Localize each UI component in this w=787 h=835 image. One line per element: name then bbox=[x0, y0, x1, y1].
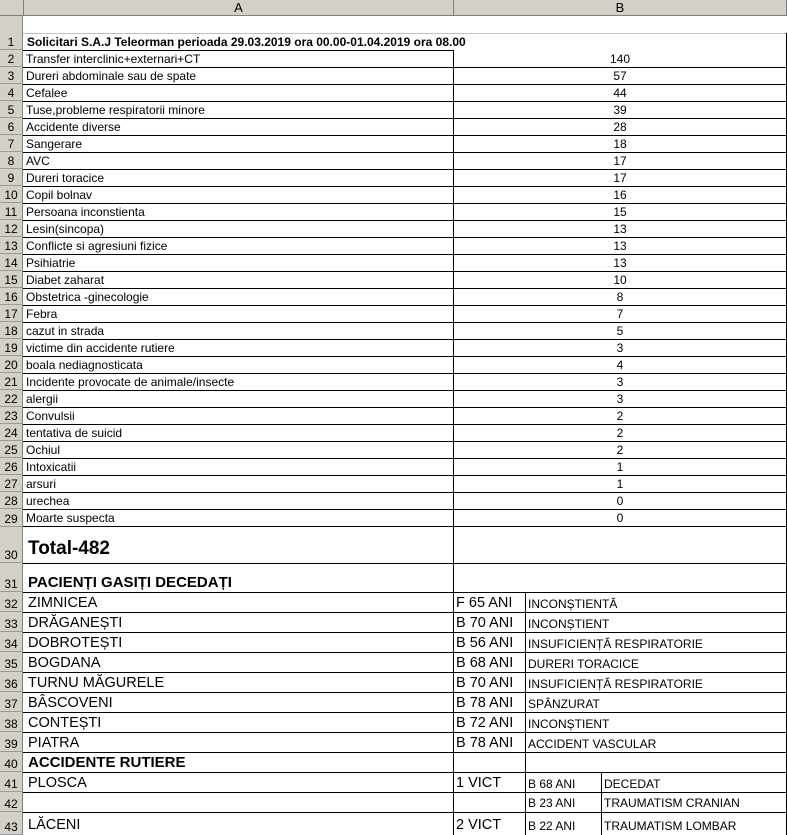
category-label[interactable]: Obstetrica -ginecologie bbox=[26, 290, 149, 304]
category-label[interactable]: Cefalee bbox=[26, 86, 68, 100]
deceased-place[interactable]: PIATRA bbox=[28, 734, 80, 751]
victim-injury[interactable]: TRAUMATISM CRANIAN bbox=[604, 795, 740, 810]
category-count[interactable]: 7 bbox=[616, 307, 624, 321]
category-label[interactable]: Tuse,probleme respiratorii minore bbox=[26, 103, 205, 117]
category-count[interactable]: 3 bbox=[616, 341, 624, 355]
category-count[interactable]: 57 bbox=[613, 69, 627, 83]
row-header[interactable]: 33 bbox=[0, 612, 23, 632]
category-count[interactable]: 13 bbox=[613, 239, 627, 253]
row-header[interactable]: 32 bbox=[0, 592, 23, 612]
category-count[interactable]: 3 bbox=[616, 375, 624, 389]
row-header[interactable]: 10 bbox=[0, 186, 23, 203]
row-header[interactable]: 16 bbox=[0, 288, 23, 305]
category-label[interactable]: Ochiul bbox=[26, 443, 61, 457]
gridline bbox=[23, 772, 787, 773]
row-header[interactable]: 2 bbox=[0, 50, 23, 67]
row-header[interactable]: 14 bbox=[0, 254, 23, 271]
deceased-place[interactable]: DOBROTEȘTI bbox=[28, 634, 123, 651]
category-label[interactable]: Transfer interclinic+externari+CT bbox=[26, 52, 201, 66]
category-count[interactable]: 5 bbox=[616, 324, 624, 338]
deceased-place[interactable]: DRĂGANEȘTI bbox=[28, 614, 123, 631]
deceased-age[interactable]: B 68 ANI bbox=[456, 654, 514, 671]
row-header[interactable]: 15 bbox=[0, 271, 23, 288]
category-count[interactable]: 39 bbox=[613, 103, 627, 117]
category-count[interactable]: 28 bbox=[613, 120, 627, 134]
deceased-note[interactable]: SPÂNZURAT bbox=[528, 696, 600, 711]
category-label[interactable]: urechea bbox=[26, 494, 70, 508]
category-label[interactable]: Dureri toracice bbox=[26, 171, 105, 185]
deceased-place[interactable]: BOGDANA bbox=[28, 654, 101, 671]
gridline bbox=[23, 812, 787, 813]
category-label[interactable]: arsuri bbox=[26, 477, 57, 491]
row-header[interactable]: 9 bbox=[0, 169, 23, 186]
row-header[interactable]: 41 bbox=[0, 772, 23, 792]
row-header[interactable]: 24 bbox=[0, 424, 23, 441]
deceased-age[interactable]: B 78 ANI bbox=[456, 734, 514, 751]
category-count[interactable]: 8 bbox=[616, 290, 624, 304]
category-count[interactable]: 1 bbox=[616, 460, 624, 474]
deceased-age[interactable]: B 72 ANI bbox=[456, 714, 514, 731]
row-header[interactable]: 8 bbox=[0, 152, 23, 169]
row-header[interactable]: 12 bbox=[0, 220, 23, 237]
category-count[interactable]: 44 bbox=[613, 86, 627, 100]
report-title[interactable]: Solicitari S.A.J Teleorman perioada 29.03.2019 ora 00.00-01.04.2019 ora 08.00 bbox=[27, 35, 466, 49]
gridline bbox=[23, 732, 787, 733]
category-label[interactable]: AVC bbox=[26, 154, 50, 168]
row-header[interactable]: 26 bbox=[0, 458, 23, 475]
select-all-corner[interactable] bbox=[0, 0, 24, 16]
category-label[interactable]: Sangerare bbox=[26, 137, 83, 151]
row-header[interactable]: 7 bbox=[0, 135, 23, 152]
row-header[interactable]: 34 bbox=[0, 632, 23, 652]
category-label[interactable]: Intoxicatii bbox=[26, 460, 77, 474]
gridline bbox=[23, 612, 787, 613]
victim-injury[interactable]: TRAUMATISM LOMBAR bbox=[604, 818, 737, 833]
deceased-age[interactable]: B 70 ANI bbox=[456, 674, 514, 691]
deceased-heading[interactable]: PACIENȚI GASIȚI DECEDAȚI bbox=[28, 574, 232, 591]
category-label[interactable]: Accidente diverse bbox=[26, 120, 121, 134]
row-header[interactable]: 21 bbox=[0, 373, 23, 390]
row-header[interactable]: 31 bbox=[0, 563, 23, 592]
row-header[interactable]: 3 bbox=[0, 67, 23, 84]
row-header[interactable]: 37 bbox=[0, 692, 23, 712]
category-count[interactable]: 0 bbox=[616, 494, 624, 508]
deceased-place[interactable]: BÂSCOVENI bbox=[28, 694, 113, 711]
category-count[interactable]: 13 bbox=[613, 222, 627, 236]
category-count[interactable]: 4 bbox=[616, 358, 624, 372]
accidents-heading[interactable]: ACCIDENTE RUTIERE bbox=[28, 754, 186, 771]
row-header[interactable]: 25 bbox=[0, 441, 23, 458]
deceased-age[interactable]: B 56 ANI bbox=[456, 634, 514, 651]
row-header[interactable]: 39 bbox=[0, 732, 23, 752]
row-header[interactable]: 13 bbox=[0, 237, 23, 254]
row-header[interactable]: 36 bbox=[0, 672, 23, 692]
victim-outcome[interactable]: DECEDAT bbox=[604, 776, 661, 791]
row-header[interactable]: 29 bbox=[0, 509, 23, 527]
deceased-note[interactable]: INSUFICIENȚĂ RESPIRATORIE bbox=[528, 676, 703, 691]
row-header[interactable]: 43 bbox=[0, 812, 23, 835]
row-header[interactable]: 30 bbox=[0, 527, 23, 563]
gridline bbox=[23, 592, 787, 593]
row-header[interactable]: 1 bbox=[0, 16, 23, 50]
gridline bbox=[601, 772, 602, 835]
category-label[interactable]: alergii bbox=[26, 392, 59, 406]
row-header[interactable]: 40 bbox=[0, 752, 23, 772]
category-count[interactable]: 13 bbox=[613, 256, 627, 270]
victim-age[interactable]: B 68 ANI bbox=[528, 776, 576, 791]
deceased-note[interactable]: ACCIDENT VASCULAR bbox=[528, 736, 657, 751]
row-header[interactable]: 28 bbox=[0, 492, 23, 509]
row-header[interactable]: 27 bbox=[0, 475, 23, 492]
category-count[interactable]: 17 bbox=[613, 171, 627, 185]
category-label[interactable]: cazut in strada bbox=[26, 324, 105, 338]
category-label[interactable]: Diabet zaharat bbox=[26, 273, 105, 287]
gridline bbox=[23, 632, 787, 633]
row-header[interactable]: 4 bbox=[0, 84, 23, 101]
category-label[interactable]: Dureri abdominale sau de spate bbox=[26, 69, 197, 83]
row-header[interactable]: 42 bbox=[0, 792, 23, 812]
deceased-note[interactable]: INSUFICIENȚĂ RESPIRATORIE bbox=[528, 636, 703, 651]
category-count[interactable]: 17 bbox=[613, 154, 627, 168]
deceased-age[interactable]: B 70 ANI bbox=[456, 614, 514, 631]
gridline bbox=[23, 563, 787, 564]
deceased-note[interactable]: INCONȘTIENT bbox=[528, 616, 610, 631]
category-count[interactable]: 16 bbox=[613, 188, 627, 202]
accident-victims[interactable]: 1 VICT bbox=[456, 774, 502, 791]
category-label[interactable]: tentativa de suicid bbox=[26, 426, 123, 440]
row-header[interactable]: 20 bbox=[0, 356, 23, 373]
accident-place[interactable]: PLOSCA bbox=[28, 774, 87, 791]
row-header[interactable]: 18 bbox=[0, 322, 23, 339]
category-count[interactable]: 3 bbox=[616, 392, 624, 406]
total-count[interactable]: Total-482 bbox=[28, 538, 111, 559]
deceased-age[interactable]: B 78 ANI bbox=[456, 694, 514, 711]
category-label[interactable]: Conflicte si agresiuni fizice bbox=[26, 239, 168, 253]
category-count[interactable]: 10 bbox=[613, 273, 627, 287]
row-header[interactable]: 11 bbox=[0, 203, 23, 220]
gridline bbox=[23, 712, 787, 713]
category-label[interactable]: Convulsii bbox=[26, 409, 75, 423]
category-count[interactable]: 0 bbox=[616, 511, 624, 525]
row-header[interactable]: 5 bbox=[0, 101, 23, 118]
category-label[interactable]: Febra bbox=[26, 307, 58, 321]
category-count[interactable]: 2 bbox=[616, 409, 624, 423]
deceased-age[interactable]: F 65 ANI bbox=[456, 594, 513, 611]
accident-place[interactable]: LĂCENI bbox=[28, 816, 81, 833]
gridline bbox=[23, 526, 787, 527]
accident-victims[interactable]: 2 VICT bbox=[456, 816, 502, 833]
victim-age[interactable]: B 23 ANI bbox=[528, 795, 576, 810]
deceased-note[interactable]: INCONȘTIENT bbox=[528, 716, 610, 731]
category-label[interactable]: Lesin(sincopa) bbox=[26, 222, 105, 236]
row-header[interactable]: 38 bbox=[0, 712, 23, 732]
row-header[interactable]: 35 bbox=[0, 652, 23, 672]
category-label[interactable]: Moarte suspecta bbox=[26, 511, 115, 525]
column-header-a[interactable]: A bbox=[24, 0, 454, 16]
deceased-place[interactable]: CONTEȘTI bbox=[28, 714, 102, 731]
gridline bbox=[525, 592, 526, 835]
deceased-place[interactable]: ZIMNICEA bbox=[28, 594, 98, 611]
category-count[interactable]: 1 bbox=[616, 477, 624, 491]
deceased-place[interactable]: TURNU MĂGURELE bbox=[28, 674, 165, 691]
category-count[interactable]: 2 bbox=[616, 426, 624, 440]
category-count[interactable]: 140 bbox=[609, 52, 631, 66]
row-header[interactable]: 17 bbox=[0, 305, 23, 322]
category-label[interactable]: Incidente provocate de animale/insecte bbox=[26, 375, 235, 389]
deceased-note[interactable]: DURERI TORACICE bbox=[528, 656, 639, 671]
category-count[interactable]: 18 bbox=[613, 137, 627, 151]
row-header[interactable]: 23 bbox=[0, 407, 23, 424]
category-label[interactable]: Copil bolnav bbox=[26, 188, 93, 202]
category-label[interactable]: victime din accidente rutiere bbox=[26, 341, 175, 355]
category-count[interactable]: 15 bbox=[613, 205, 627, 219]
row-header[interactable]: 22 bbox=[0, 390, 23, 407]
victim-age[interactable]: B 22 ANI bbox=[528, 818, 576, 833]
category-label[interactable]: Psihiatrie bbox=[26, 256, 76, 270]
category-count[interactable]: 2 bbox=[616, 443, 624, 457]
column-header-b[interactable]: B bbox=[454, 0, 787, 16]
deceased-note[interactable]: INCONȘTIENTĂ bbox=[528, 596, 618, 611]
category-label[interactable]: Persoana inconstienta bbox=[26, 205, 145, 219]
row-header[interactable]: 6 bbox=[0, 118, 23, 135]
category-label[interactable]: boala nediagnosticata bbox=[26, 358, 143, 372]
row-header[interactable]: 19 bbox=[0, 339, 23, 356]
